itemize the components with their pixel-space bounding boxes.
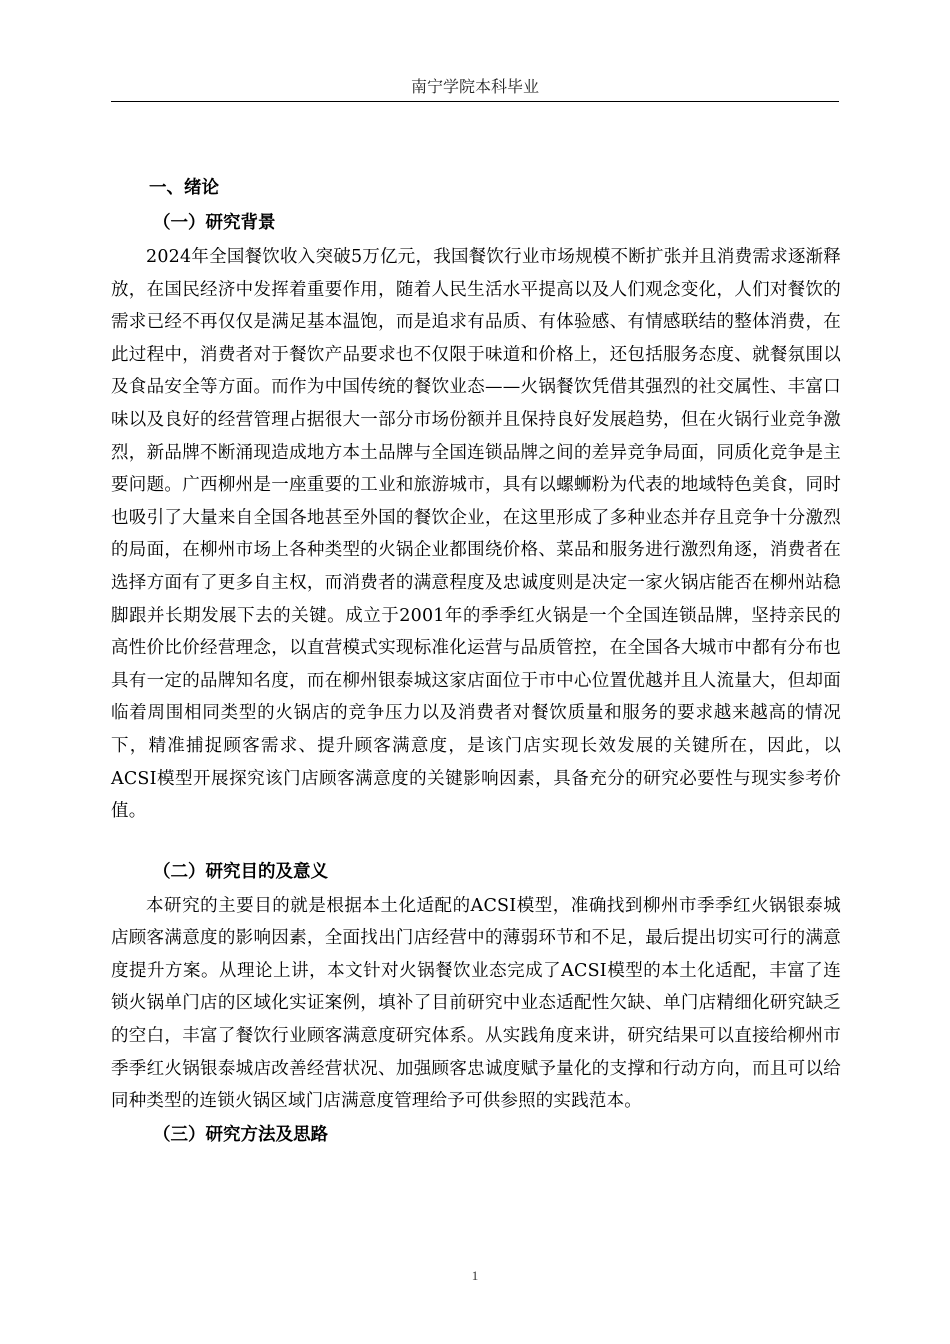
document-body	[111, 171, 841, 1153]
section-heading-background: （一）研究背景	[153, 213, 276, 233]
paragraph-background: 2024年全国餐饮收入突破5万亿元，我国餐饮行业市场规模不断扩张并且消费需求逐渐释放，在国民经济中发挥着重要作用，随着人民生活水平提高以及人们观念变化，人们对餐饮的需求已经不再仅仅是满足基本温饱，而是追求有品质、有体验感、有情感联结的整体消费，在此过程中，消费者对于餐饮产品要求也不仅限于味道和价格上，还包括服务态度、就餐氛围以及食品安全等方面。而作为中国传统的餐饮业态——火锅餐饮凭借其强烈的社交属性、丰富口味以及良好的经营管理占据很大一部分市场份额并且保持良好发展趋势，但在火锅行业竞争激烈，新品牌不断涌现造成地方本土品牌与全国连锁品牌之间的差异竞争局面，同质化竞争是主要问题。广西柳州是一座重要的工业和旅游城市，具有以螺蛳粉为代表的地域特色美食，同时也吸引了大量来自全国各地甚至外国的餐饮企业，在这里形成了多种业态并存且竞争十分激烈的局面，在柳州市场上各种类型的火锅企业都围绕价格、菜品和服务进行激烈角逐，消费者在选择方面有了更多自主权，而消费者的满意程度及忠诚度则是决定一家火锅店能否在柳州站稳脚跟并长期发展下去的关键。成立于2001年的季季红火锅是一个全国连锁品牌，坚持亲民的高性价比价经营理念，以直营模式实现标准化运营与品质管控，在全国各大城市中都有分布也具有一定的品牌知名度，而在柳州银泰城这家店面位于市中心位置优越并且人流量大，但却面临着周围相同类型的火锅店的竞争压力以及消费者对餐饮质量和服务的要求越来越高的情况下，精准捕捉顾客需求、提升顾客满意度，是该门店实现长效发展的关键所在，因此，以ACSI模型开展探究该门店顾客满意度的关键影响因素，具备充分的研究必要性与现实参考价值。	[111, 247, 841, 822]
chapter-heading: 一、绪论	[149, 178, 219, 198]
page-number: 1	[471, 1268, 479, 1283]
header-divider	[111, 101, 839, 102]
page-header-title: 南宁学院本科毕业	[410, 77, 539, 96]
section-heading-method: （三）研究方法及思路	[153, 1124, 328, 1145]
paragraph-spacer	[111, 828, 841, 855]
section-heading-purpose: （二）研究目的及意义	[153, 861, 328, 882]
paragraph-purpose: 本研究的主要目的就是根据本土化适配的ACSI模型，准确找到柳州市季季红火锅银泰城店顾客满意度的影响因素，全面找出门店经营中的薄弱环节和不足，最后提出切实可行的满意度提升方案。从理论上讲，本文针对火锅餐饮业态完成了ACSI模型的本土化适配，丰富了连锁火锅单门店的区域化实证案例，填补了目前研究中业态适配性欠缺、单门店精细化研究缺乏的空白，丰富了餐饮行业顾客满意度研究体系。从实践角度来讲，研究结果可以直接给柳州市季季红火锅银泰城店改善经营状况、加强顾客忠诚度赋予量化的支撑和行动方向，而且可以给同种类型的连锁火锅区域门店满意度管理给予可供参照的实践范本。	[111, 895, 841, 1112]
